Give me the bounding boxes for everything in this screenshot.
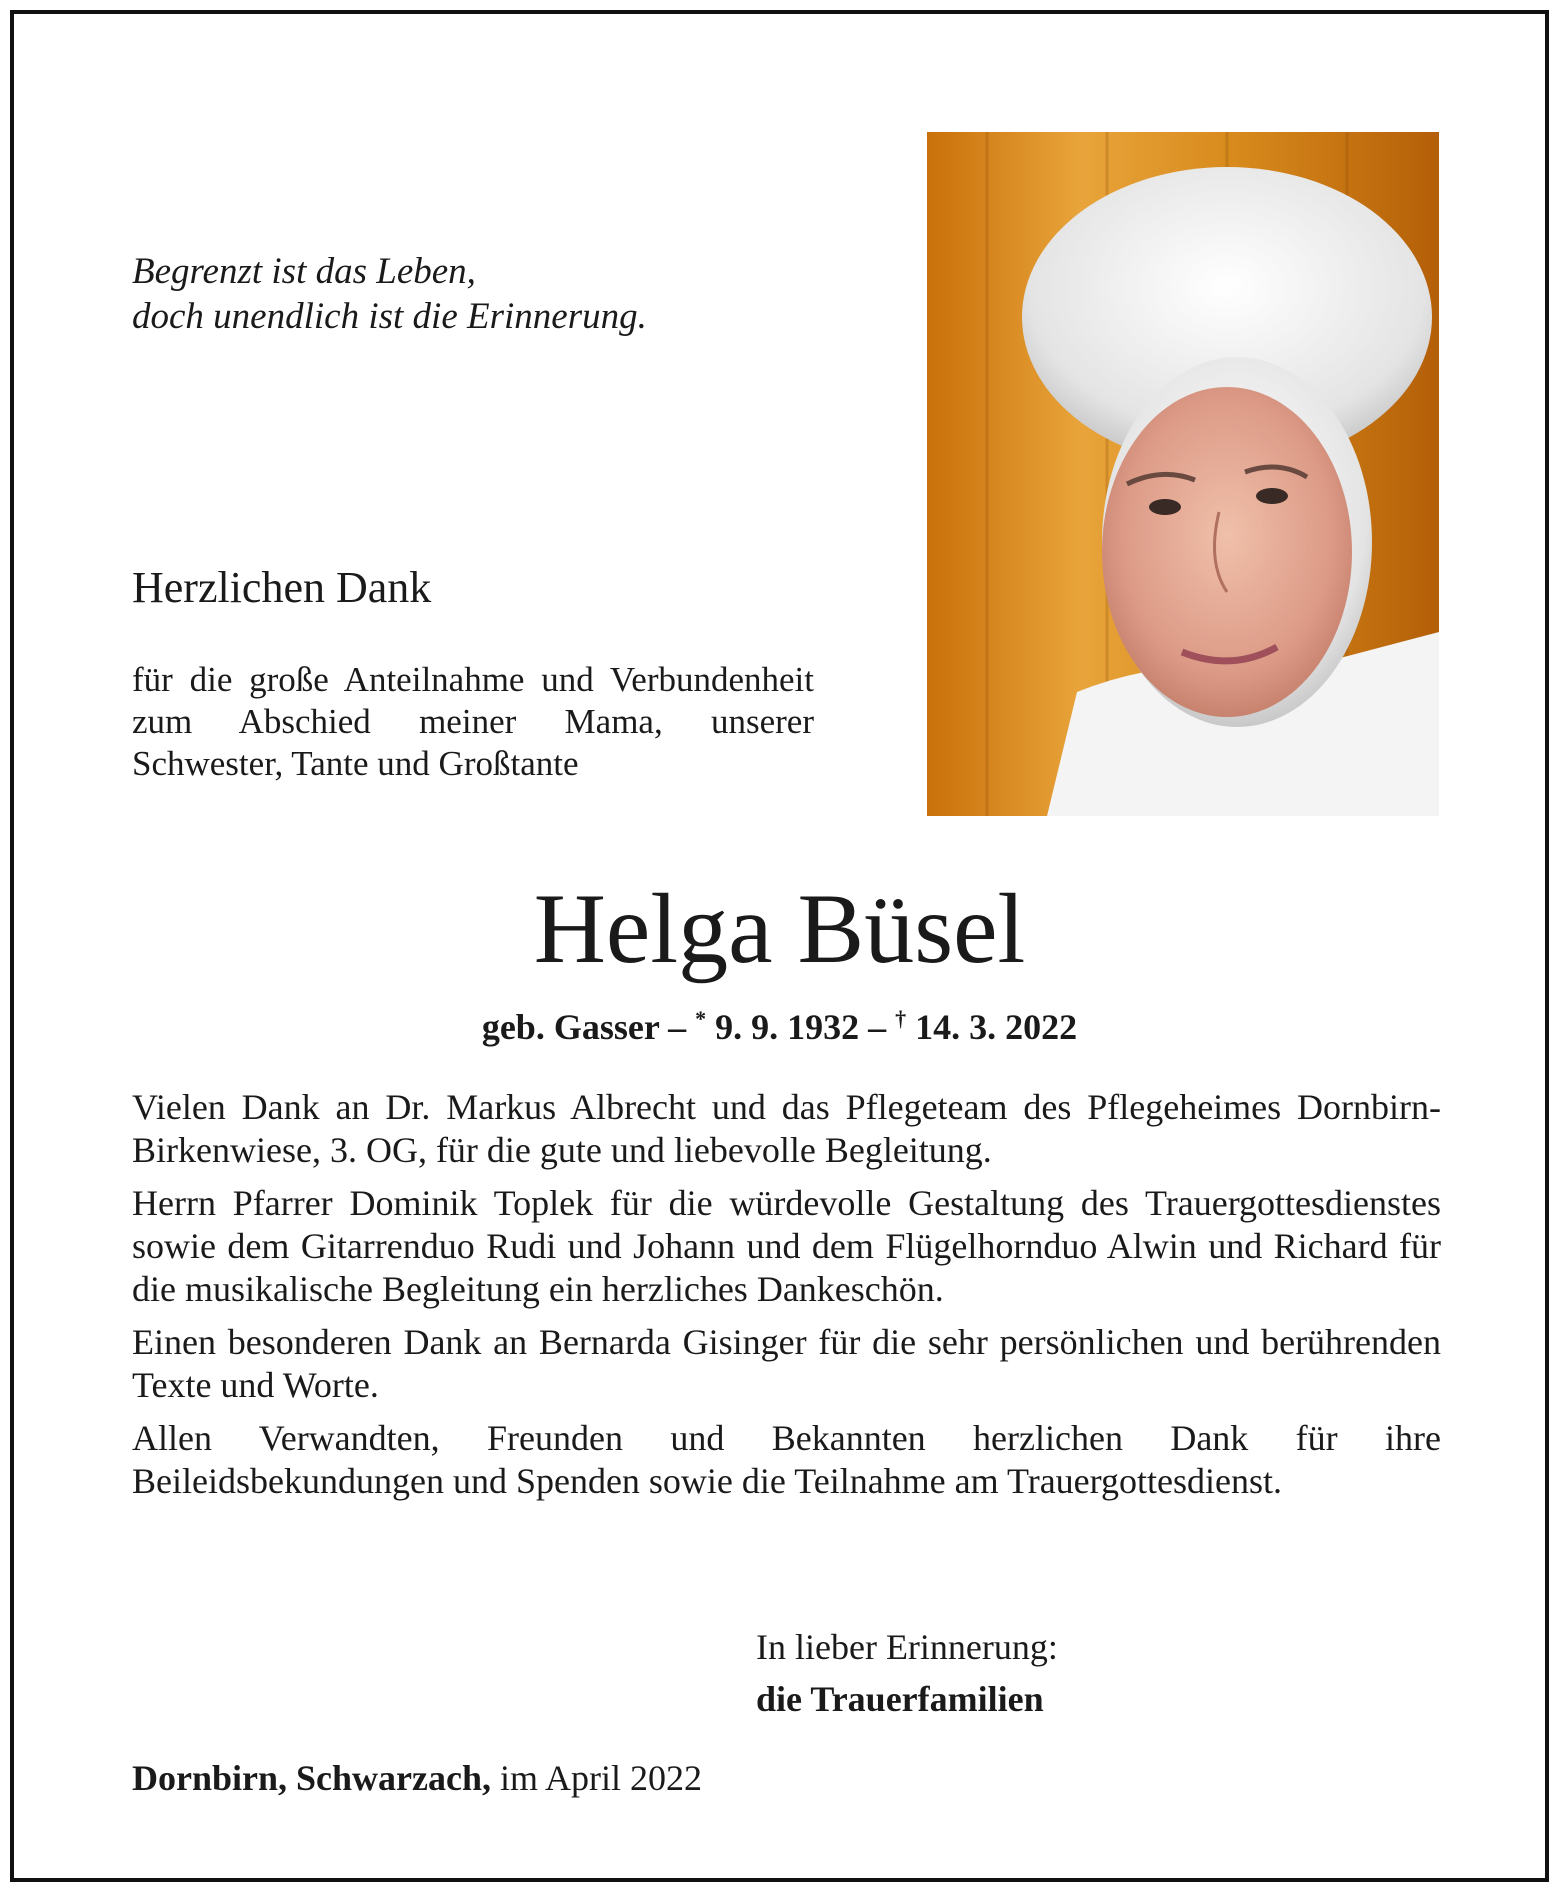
signature-block bbox=[756, 1621, 1058, 1725]
deceased-name: Helga Büsel bbox=[533, 873, 1026, 984]
birth-symbol: * bbox=[695, 1006, 707, 1031]
thanks-text: für die große Anteilnahme und Verbundenheit zum Abschied meiner Mama, unserer Schwester, Tante und Großtante bbox=[132, 660, 814, 783]
thanks-paragraph-3: Einen besonderen Dank an Bernarda Gisinger für die sehr persönlichen und berührenden Texte und Worte. bbox=[132, 1322, 1441, 1405]
obituary-card bbox=[10, 10, 1549, 1882]
life-dates: geb. Gasser – * 9. 9. 1932 – † 14. 3. 2022 bbox=[481, 1006, 1078, 1047]
thanks-paragraph-4: Allen Verwandten, Freunden und Bekannten herzlichen Dank für ihre Beileidsbekundungen und Spenden sowie die Teilnahme am Trauergottesdienst. bbox=[132, 1418, 1441, 1501]
places: Dornbirn, Schwarzach, bbox=[132, 1758, 491, 1798]
motto-line-2: doch unendlich ist die Erinnerung. bbox=[132, 296, 647, 337]
signature-intro: In lieber Erinnerung: bbox=[756, 1627, 1058, 1667]
portrait-photo bbox=[927, 132, 1439, 816]
thanks-heading: Herzlichen Dank bbox=[132, 563, 432, 612]
maiden-name: geb. Gasser bbox=[481, 1007, 660, 1047]
motto-line-1: Begrenzt ist das Leben, bbox=[132, 251, 476, 292]
thanks-paragraph-2: Herrn Pfarrer Dominik Toplek für die würdevolle Gestaltung des Trauergottesdienstes sowie dem Gitarrenduo Rudi und Johann und dem Flügelhornduo Alwin und Richard für die musikalische Begleitung ein herzliches Dankeschön. bbox=[132, 1183, 1441, 1309]
death-date: 14. 3. 2022 bbox=[915, 1007, 1078, 1047]
motto-quote bbox=[132, 249, 852, 339]
thanks-paragraph-1: Vielen Dank an Dr. Markus Albrecht und das Pflegeteam des Pflegeheimes Dornbirn-Birkenwiese, 3. OG, für die gute und liebevolle Begleitung. bbox=[132, 1087, 1441, 1170]
thanks-body bbox=[132, 1086, 1441, 1513]
birth-date: 9. 9. 1932 bbox=[715, 1007, 860, 1047]
death-symbol: † bbox=[895, 1006, 907, 1031]
portrait-illustration bbox=[927, 132, 1439, 816]
place-date-line bbox=[132, 1757, 702, 1799]
signature-family: die Trauerfamilien bbox=[756, 1679, 1044, 1719]
publication-date: im April 2022 bbox=[500, 1758, 703, 1798]
